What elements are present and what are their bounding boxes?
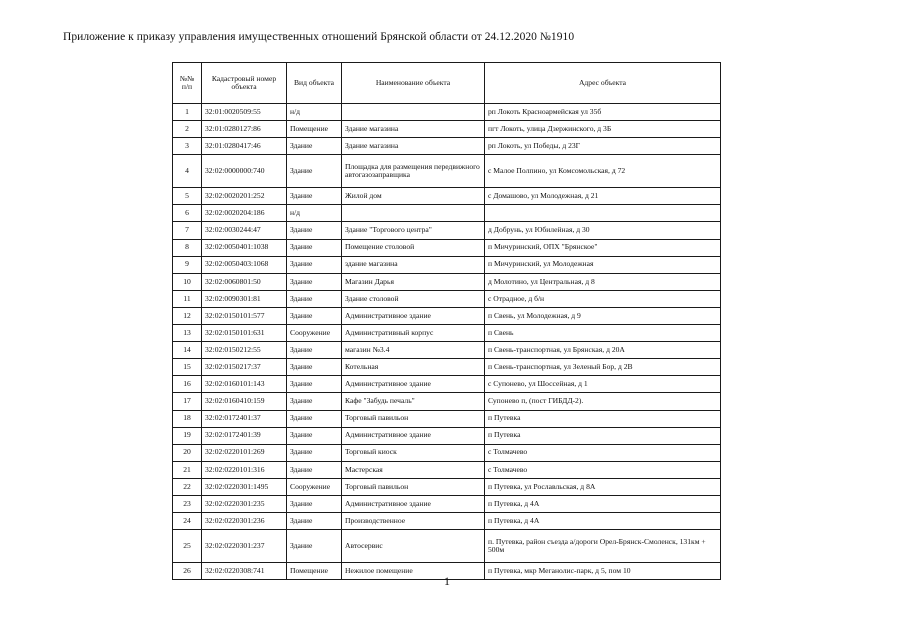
- cell-cadastral: 32:02:0172401:37: [202, 410, 287, 427]
- table-row: [173, 359, 721, 376]
- cell-kind: Здание: [287, 461, 342, 478]
- cell-cadastral: 32:01:0280417:46: [202, 138, 287, 155]
- cell-name: Производственное: [342, 513, 485, 530]
- table-row: [173, 188, 721, 205]
- cell-number: 6: [173, 205, 202, 222]
- table-row: [173, 325, 721, 342]
- cell-cadastral: 32:02:0150101:631: [202, 325, 287, 342]
- cell-name: Помещение столовой: [342, 239, 485, 256]
- table-row: [173, 121, 721, 138]
- cell-address: п Путевка, мкр Меганолис-парк, д 5, пом 10: [485, 563, 721, 580]
- cell-name: Здание магазина: [342, 138, 485, 155]
- cell-name: Здание магазина: [342, 121, 485, 138]
- cell-kind: Здание: [287, 222, 342, 239]
- cell-address: п Мичуринский, ул Молодежная: [485, 256, 721, 273]
- cell-cadastral: 32:02:0220301:235: [202, 495, 287, 512]
- cell-number: 9: [173, 256, 202, 273]
- table-row: [173, 478, 721, 495]
- cell-number: 17: [173, 393, 202, 410]
- cell-address: с Толмачево: [485, 444, 721, 461]
- cell-kind: Здание: [287, 138, 342, 155]
- cell-cadastral: 32:02:0050403:1068: [202, 256, 287, 273]
- cell-name: Административное здание: [342, 495, 485, 512]
- table-row: [173, 138, 721, 155]
- cell-kind: Помещение: [287, 121, 342, 138]
- cell-kind: Здание: [287, 444, 342, 461]
- cell-address: с Домашово, ул Молодежная, д 21: [485, 188, 721, 205]
- cell-name: Площадка для размещения передвижного автогазозаправщика: [342, 155, 485, 188]
- cell-kind: Помещение: [287, 563, 342, 580]
- cell-kind: Сооружение: [287, 478, 342, 495]
- cell-kind: Сооружение: [287, 325, 342, 342]
- document-title: Приложение к приказу управления имущественных отношений Брянской области от 24.12.2020 №1910: [63, 31, 575, 43]
- cell-kind: Здание: [287, 290, 342, 307]
- cell-number: 3: [173, 138, 202, 155]
- cell-kind: Здание: [287, 359, 342, 376]
- cell-name: Нежилое помещение: [342, 563, 485, 580]
- table-row: [173, 104, 721, 121]
- cell-address: п Путевка, д 4А: [485, 513, 721, 530]
- cell-number: 2: [173, 121, 202, 138]
- table-row: [173, 205, 721, 222]
- cell-address: п Путевка, д 4А: [485, 495, 721, 512]
- cell-number: 18: [173, 410, 202, 427]
- cell-name: Административное здание: [342, 307, 485, 324]
- cell-number: 1: [173, 104, 202, 121]
- cell-cadastral: 32:02:0172401:39: [202, 427, 287, 444]
- cell-name: Административное здание: [342, 376, 485, 393]
- cell-cadastral: 32:02:0160410:159: [202, 393, 287, 410]
- cell-kind: н/д: [287, 205, 342, 222]
- table-row: [173, 273, 721, 290]
- cell-number: 14: [173, 342, 202, 359]
- cell-name: здание магазина: [342, 256, 485, 273]
- cell-name: [342, 205, 485, 222]
- cell-address: п Свень-транспортная, ул Брянская, д 20А: [485, 342, 721, 359]
- cell-address: [485, 205, 721, 222]
- cell-address: д Добрунь, ул Юбилейная, д 30: [485, 222, 721, 239]
- table-row: [173, 444, 721, 461]
- cell-address: Супонево п, (пост ГИБДД-2).: [485, 393, 721, 410]
- cell-cadastral: 32:02:0150101:577: [202, 307, 287, 324]
- cell-cadastral: 32:02:0020201:252: [202, 188, 287, 205]
- cell-name: Торговый павильон: [342, 410, 485, 427]
- cell-number: 8: [173, 239, 202, 256]
- cell-kind: Здание: [287, 495, 342, 512]
- table-row: [173, 461, 721, 478]
- cell-cadastral: 32:02:0220301:236: [202, 513, 287, 530]
- cell-address: рп Локоть Красноармейская ул 35б: [485, 104, 721, 121]
- cell-cadastral: 32:02:0220308:741: [202, 563, 287, 580]
- cell-number: 10: [173, 273, 202, 290]
- cell-cadastral: 32:02:0150212:55: [202, 342, 287, 359]
- cell-name: Торговый павильон: [342, 478, 485, 495]
- cell-address: п Путевка, ул Рославльская, д 8А: [485, 478, 721, 495]
- cell-kind: Здание: [287, 393, 342, 410]
- table-row: [173, 256, 721, 273]
- cell-name: магазин №3.4: [342, 342, 485, 359]
- cell-kind: Здание: [287, 239, 342, 256]
- cell-name: Административный корпус: [342, 325, 485, 342]
- cell-name: Здание столовой: [342, 290, 485, 307]
- cell-address: п. Путевка, район съезда а/дороги Орел-Брянск-Смоленск, 131км + 500м: [485, 530, 721, 563]
- cell-number: 19: [173, 427, 202, 444]
- cell-kind: Здание: [287, 530, 342, 563]
- cell-kind: н/д: [287, 104, 342, 121]
- cell-number: 7: [173, 222, 202, 239]
- table-row: [173, 155, 721, 188]
- cell-cadastral: 32:02:0020204:186: [202, 205, 287, 222]
- cell-cadastral: 32:02:0160101:143: [202, 376, 287, 393]
- cell-address: п Свень, ул Молодежная, д 9: [485, 307, 721, 324]
- cell-cadastral: 32:02:0220101:269: [202, 444, 287, 461]
- cell-number: 26: [173, 563, 202, 580]
- cell-kind: Здание: [287, 410, 342, 427]
- cell-kind: Здание: [287, 256, 342, 273]
- cell-name: Жилой дом: [342, 188, 485, 205]
- col-header-cadastral: Кадастровый номер объекта: [202, 63, 287, 104]
- cell-kind: Здание: [287, 376, 342, 393]
- cell-name: Мастерская: [342, 461, 485, 478]
- cell-kind: Здание: [287, 307, 342, 324]
- cell-address: п Путевка: [485, 410, 721, 427]
- cell-address: п Путевка: [485, 427, 721, 444]
- cell-address: п Свень: [485, 325, 721, 342]
- cell-number: 16: [173, 376, 202, 393]
- table-row: [173, 427, 721, 444]
- cell-cadastral: 32:02:0220301:237: [202, 530, 287, 563]
- table-row: [173, 393, 721, 410]
- cell-cadastral: 32:01:0280127:86: [202, 121, 287, 138]
- table-header-row: [173, 63, 721, 104]
- cell-cadastral: 32:02:0150217:37: [202, 359, 287, 376]
- cell-name: [342, 104, 485, 121]
- table-row: [173, 376, 721, 393]
- cell-kind: Здание: [287, 273, 342, 290]
- cell-kind: Здание: [287, 342, 342, 359]
- cell-number: 15: [173, 359, 202, 376]
- cell-number: 24: [173, 513, 202, 530]
- cell-number: 5: [173, 188, 202, 205]
- table-row: [173, 530, 721, 563]
- cell-kind: Здание: [287, 513, 342, 530]
- cell-cadastral: 32:02:0050401:1038: [202, 239, 287, 256]
- table-row: [173, 495, 721, 512]
- property-table: [172, 62, 721, 580]
- cell-name: Кафе "Забудь печаль": [342, 393, 485, 410]
- cell-number: 23: [173, 495, 202, 512]
- table-row: [173, 410, 721, 427]
- cell-cadastral: 32:02:0000000:740: [202, 155, 287, 188]
- cell-number: 12: [173, 307, 202, 324]
- cell-number: 13: [173, 325, 202, 342]
- cell-cadastral: 32:02:0030244:47: [202, 222, 287, 239]
- col-header-name: Наименование объекта: [342, 63, 485, 104]
- cell-cadastral: 32:02:0090301:81: [202, 290, 287, 307]
- cell-kind: Здание: [287, 427, 342, 444]
- cell-cadastral: 32:01:0020509:55: [202, 104, 287, 121]
- table-row: [173, 342, 721, 359]
- col-header-number: №№ п/п: [173, 63, 202, 104]
- cell-name: Административное здание: [342, 427, 485, 444]
- cell-number: 11: [173, 290, 202, 307]
- cell-address: с Супонево, ул Шоссейная, д 1: [485, 376, 721, 393]
- table-body: [173, 104, 721, 580]
- cell-kind: Здание: [287, 155, 342, 188]
- col-header-address: Адрес объекта: [485, 63, 721, 104]
- cell-address: п Мичуринский, ОПХ "Брянское": [485, 239, 721, 256]
- cell-number: 25: [173, 530, 202, 563]
- cell-address: д Молотино, ул Центральная, д 8: [485, 273, 721, 290]
- cell-address: пгт Локоть, улица Дзержинского, д 3Б: [485, 121, 721, 138]
- cell-name: Здание "Торгового центра": [342, 222, 485, 239]
- cell-number: 21: [173, 461, 202, 478]
- cell-name: Торговый киоск: [342, 444, 485, 461]
- table-row: [173, 513, 721, 530]
- table-row: [173, 307, 721, 324]
- cell-cadastral: 32:02:0060801:50: [202, 273, 287, 290]
- table-row: [173, 222, 721, 239]
- cell-address: рп Локоть, ул Победы, д 23Г: [485, 138, 721, 155]
- col-header-kind: Вид объекта: [287, 63, 342, 104]
- table-row: [173, 290, 721, 307]
- page-number: 1: [444, 574, 450, 588]
- cell-kind: Здание: [287, 188, 342, 205]
- cell-number: 4: [173, 155, 202, 188]
- table-row: [173, 239, 721, 256]
- cell-address: п Свень-транспортная, ул Зеленый Бор, д 2В: [485, 359, 721, 376]
- cell-cadastral: 32:02:0220301:1495: [202, 478, 287, 495]
- cell-number: 22: [173, 478, 202, 495]
- cell-cadastral: 32:02:0220101:316: [202, 461, 287, 478]
- cell-name: Автосервис: [342, 530, 485, 563]
- cell-name: Магазин Дарья: [342, 273, 485, 290]
- cell-address: с Отрадное, д б/н: [485, 290, 721, 307]
- cell-number: 20: [173, 444, 202, 461]
- cell-address: с Толмачево: [485, 461, 721, 478]
- cell-address: с Малое Полпино, ул Комсомольская, д 72: [485, 155, 721, 188]
- cell-name: Котельная: [342, 359, 485, 376]
